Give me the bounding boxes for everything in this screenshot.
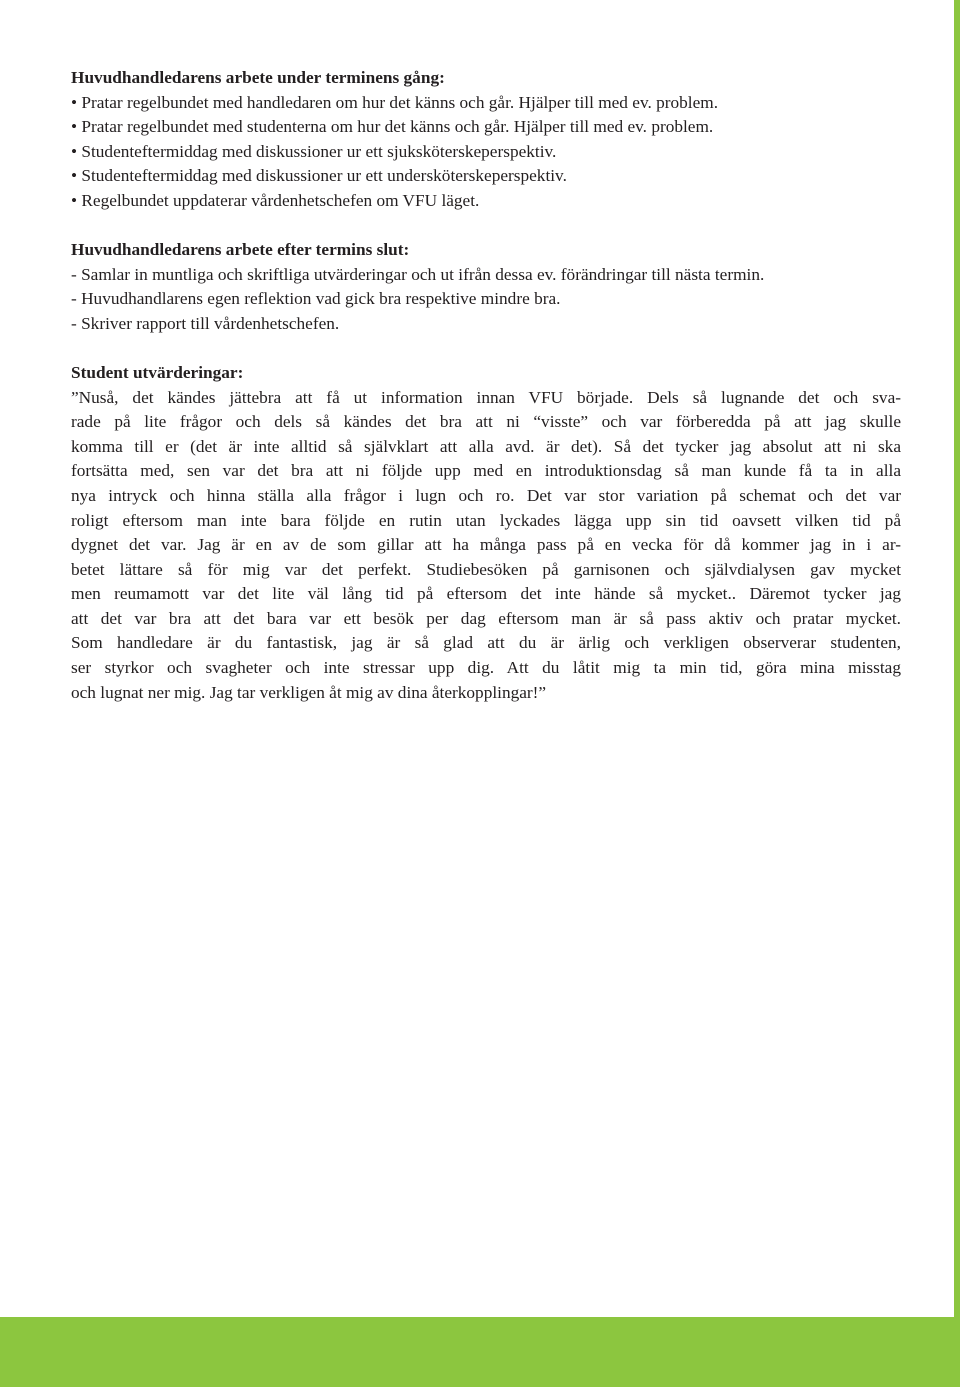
document-body	[71, 66, 901, 730]
green-footer-band	[0, 1317, 960, 1387]
paragraph-line: dygnet det var. Jag är en av de som gillar att ha många pass på en vecka för då kommer jag in i ar-	[71, 535, 901, 555]
paragraph-line: roligt eftersom man inte bara följde en rutin utan lyckades lägga upp sin tid oavsett vilken tid på	[71, 510, 901, 530]
paragraph-line: fortsätta med, sen var det bra att ni följde upp med en introduktionsdag så man kunde få ta in alla	[71, 461, 901, 481]
section-after-term	[71, 238, 901, 336]
paragraph-line: komma till er (det är inte alltid så självklart att alla avd. är det). Så det tycker jag absolut att ni ska	[71, 436, 901, 456]
section-heading: Student utvärderingar:	[71, 362, 244, 382]
paragraph-line: rade på lite frågor och dels så kändes det bra att ni “visste” och var förberedda på att jag skulle	[71, 412, 901, 432]
paragraph-line: betet lättare så för mig var det perfekt. Studiebesöken på garnisonen och självdialysen gav mycket	[71, 559, 901, 579]
green-frame-right	[954, 0, 960, 1387]
list-item: • Pratar regelbundet med handledaren om hur det känns och går. Hjälper till med ev. problem.	[71, 92, 719, 112]
list-item: • Regelbundet uppdaterar vårdenhetschefen om VFU läget.	[71, 190, 480, 210]
section-student-evaluations	[71, 361, 901, 705]
list-item: - Skriver rapport till vårdenhetschefen.	[71, 313, 340, 333]
paragraph-line: att det var bra att det bara var ett besök per dag eftersom man är så pass aktiv och pratar mycket.	[71, 608, 901, 628]
list-item: • Pratar regelbundet med studenterna om hur det känns och går. Hjälper till med ev. problem.	[71, 117, 714, 137]
list-item: - Samlar in muntliga och skriftliga utvärderingar och ut ifrån dessa ev. förändringar till nästa termin.	[71, 264, 765, 284]
paragraph-line: ser styrkor och svagheter och inte stressar upp dig. Att du låtit mig ta min tid, göra mina misstag	[71, 658, 901, 678]
section-heading: Huvudhandledarens arbete under terminens gång:	[71, 68, 445, 87]
paragraph-line: och lugnat ner mig. Jag tar verkligen åt mig av dina återkopplingar!”	[71, 682, 547, 702]
paragraph-line: Som handledare är du fantastisk, jag är så glad att du är ärlig och verkligen observerar studenten,	[71, 633, 901, 653]
paragraph-line: men reumamott var det lite väl lång tid på eftersom det inte hände så mycket.. Däremot tycker jag	[71, 584, 901, 604]
student-quote-paragraph	[71, 386, 901, 706]
paragraph-line: ”Nuså, det kändes jättebra att få ut information innan VFU började. Dels så lugnande det och sva-	[71, 387, 901, 407]
list-item: • Studenteftermiddag med diskussioner ur ett sjuksköterskeperspektiv.	[71, 141, 557, 161]
list-item: - Huvudhandlarens egen reflektion vad gick bra respektive mindre bra.	[71, 289, 561, 309]
paragraph-line: nya intryck och hinna ställa alla frågor i lugn och ro. Det var stor variation på schemat och det var	[71, 485, 901, 505]
section-during-term	[71, 66, 901, 214]
section-heading: Huvudhandledarens arbete efter termins slut:	[71, 240, 410, 260]
list-item: • Studenteftermiddag med diskussioner ur ett undersköterskeperspektiv.	[71, 166, 567, 186]
